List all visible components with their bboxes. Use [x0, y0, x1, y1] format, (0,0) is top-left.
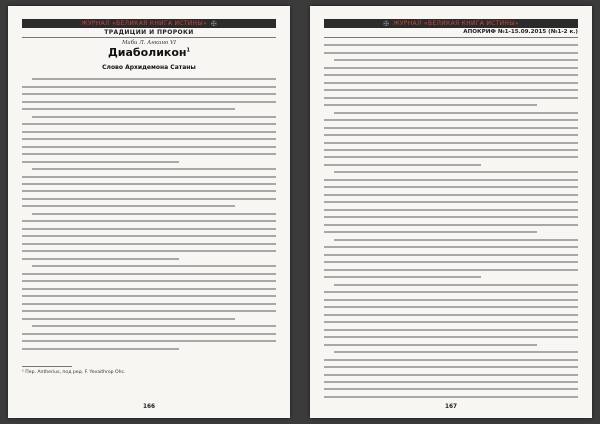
text-line [324, 334, 578, 341]
text-line [22, 345, 179, 352]
text-line [324, 222, 578, 229]
text-line [324, 364, 578, 371]
text-line [324, 42, 578, 49]
text-line [324, 79, 578, 86]
text-line [324, 379, 578, 386]
text-line [324, 326, 578, 333]
text-line [334, 349, 578, 356]
text-line [324, 356, 578, 363]
text-line [324, 132, 578, 139]
text-line [324, 72, 578, 79]
right-header-band-label: ЖУРНАЛ «ВЕЛИКАЯ КНИГА ИСТИНЫ» [393, 20, 519, 27]
text-line [324, 207, 578, 214]
text-line [334, 169, 578, 176]
left-header-band-label: ЖУРНАЛ «ВЕЛИКАЯ КНИГА ИСТИНЫ» [81, 20, 207, 27]
text-line [22, 293, 276, 300]
header-rule [22, 37, 276, 38]
body-text-block [22, 76, 276, 353]
text-line [22, 158, 179, 165]
issue-title: АПОКРИФ №1-15.09.2015 (№1-2 к.) [463, 29, 578, 35]
text-line [22, 278, 276, 285]
text-line [324, 139, 578, 146]
text-line [22, 106, 235, 113]
article-title [22, 46, 276, 59]
text-line [32, 76, 276, 83]
text-line [22, 338, 276, 345]
text-line [22, 91, 276, 98]
text-line [324, 371, 578, 378]
text-line [324, 289, 578, 296]
text-line [324, 341, 537, 348]
left-header-band [22, 19, 276, 28]
right-page [310, 6, 592, 418]
text-line [22, 248, 276, 255]
text-line [22, 188, 276, 195]
text-line [324, 177, 578, 184]
text-line [324, 184, 578, 191]
text-line [324, 311, 578, 318]
text-line [22, 196, 276, 203]
text-line [22, 241, 276, 248]
text-line [334, 109, 578, 116]
text-line [22, 301, 276, 308]
text-line [32, 166, 276, 173]
text-line [22, 128, 276, 135]
text-line [324, 94, 578, 101]
text-line [32, 113, 276, 120]
text-line [32, 211, 276, 218]
text-line [324, 267, 578, 274]
text-line [324, 296, 578, 303]
footnote-mark: 1 [186, 47, 191, 54]
text-line [324, 274, 481, 281]
left-page [8, 6, 290, 418]
text-line [324, 244, 578, 251]
page-number: 166 [142, 404, 156, 410]
text-line [22, 308, 276, 315]
author: Маби Л. Анкино VI [122, 40, 176, 46]
text-line [22, 151, 276, 158]
text-line [22, 256, 179, 263]
text-line [334, 57, 578, 64]
text-line [324, 154, 578, 161]
right-header-band [324, 19, 578, 28]
header-rule [324, 37, 578, 38]
text-line [22, 286, 276, 293]
text-line [22, 316, 235, 323]
text-line [22, 330, 276, 337]
text-line [324, 394, 578, 401]
text-line [334, 282, 578, 289]
text-line [324, 319, 578, 326]
text-line [22, 173, 276, 180]
text-line [324, 162, 481, 169]
text-line [324, 192, 578, 199]
text-line [22, 181, 276, 188]
text-line [324, 117, 578, 124]
section-title: Слово Архидемона Сатаны [102, 64, 196, 71]
text-line [324, 102, 537, 109]
text-line [324, 87, 578, 94]
text-line [324, 214, 578, 221]
text-line [324, 49, 578, 56]
text-line [22, 136, 276, 143]
text-line [22, 218, 276, 225]
text-line [22, 233, 276, 240]
body-text-block [324, 42, 578, 401]
text-line [324, 229, 537, 236]
footnote-rule [22, 366, 72, 367]
text-line [324, 252, 578, 259]
text-line [22, 143, 276, 150]
sigil-icon: ✠ [210, 19, 217, 28]
text-line [22, 83, 276, 90]
text-line [334, 237, 578, 244]
header-subtitle: ТРАДИЦИИ И ПРОРОКИ [104, 29, 194, 36]
text-line [324, 259, 578, 266]
text-line [324, 386, 578, 393]
footnote: ¹ Пер. Antherius, под ред. F. Yevaithrop Ohc. [22, 370, 126, 375]
text-line [324, 147, 578, 154]
article-title-text: Диаболикон [107, 46, 187, 59]
text-line [32, 323, 276, 330]
text-line [324, 199, 578, 206]
page-number: 167 [444, 404, 458, 410]
text-line [32, 263, 276, 270]
text-line [22, 203, 235, 210]
text-line [22, 271, 276, 278]
text-line [324, 304, 578, 311]
sigil-icon: ✠ [383, 19, 390, 28]
text-line [22, 121, 276, 128]
text-line [22, 98, 276, 105]
text-line [22, 226, 276, 233]
text-line [324, 124, 578, 131]
text-line [324, 64, 578, 71]
